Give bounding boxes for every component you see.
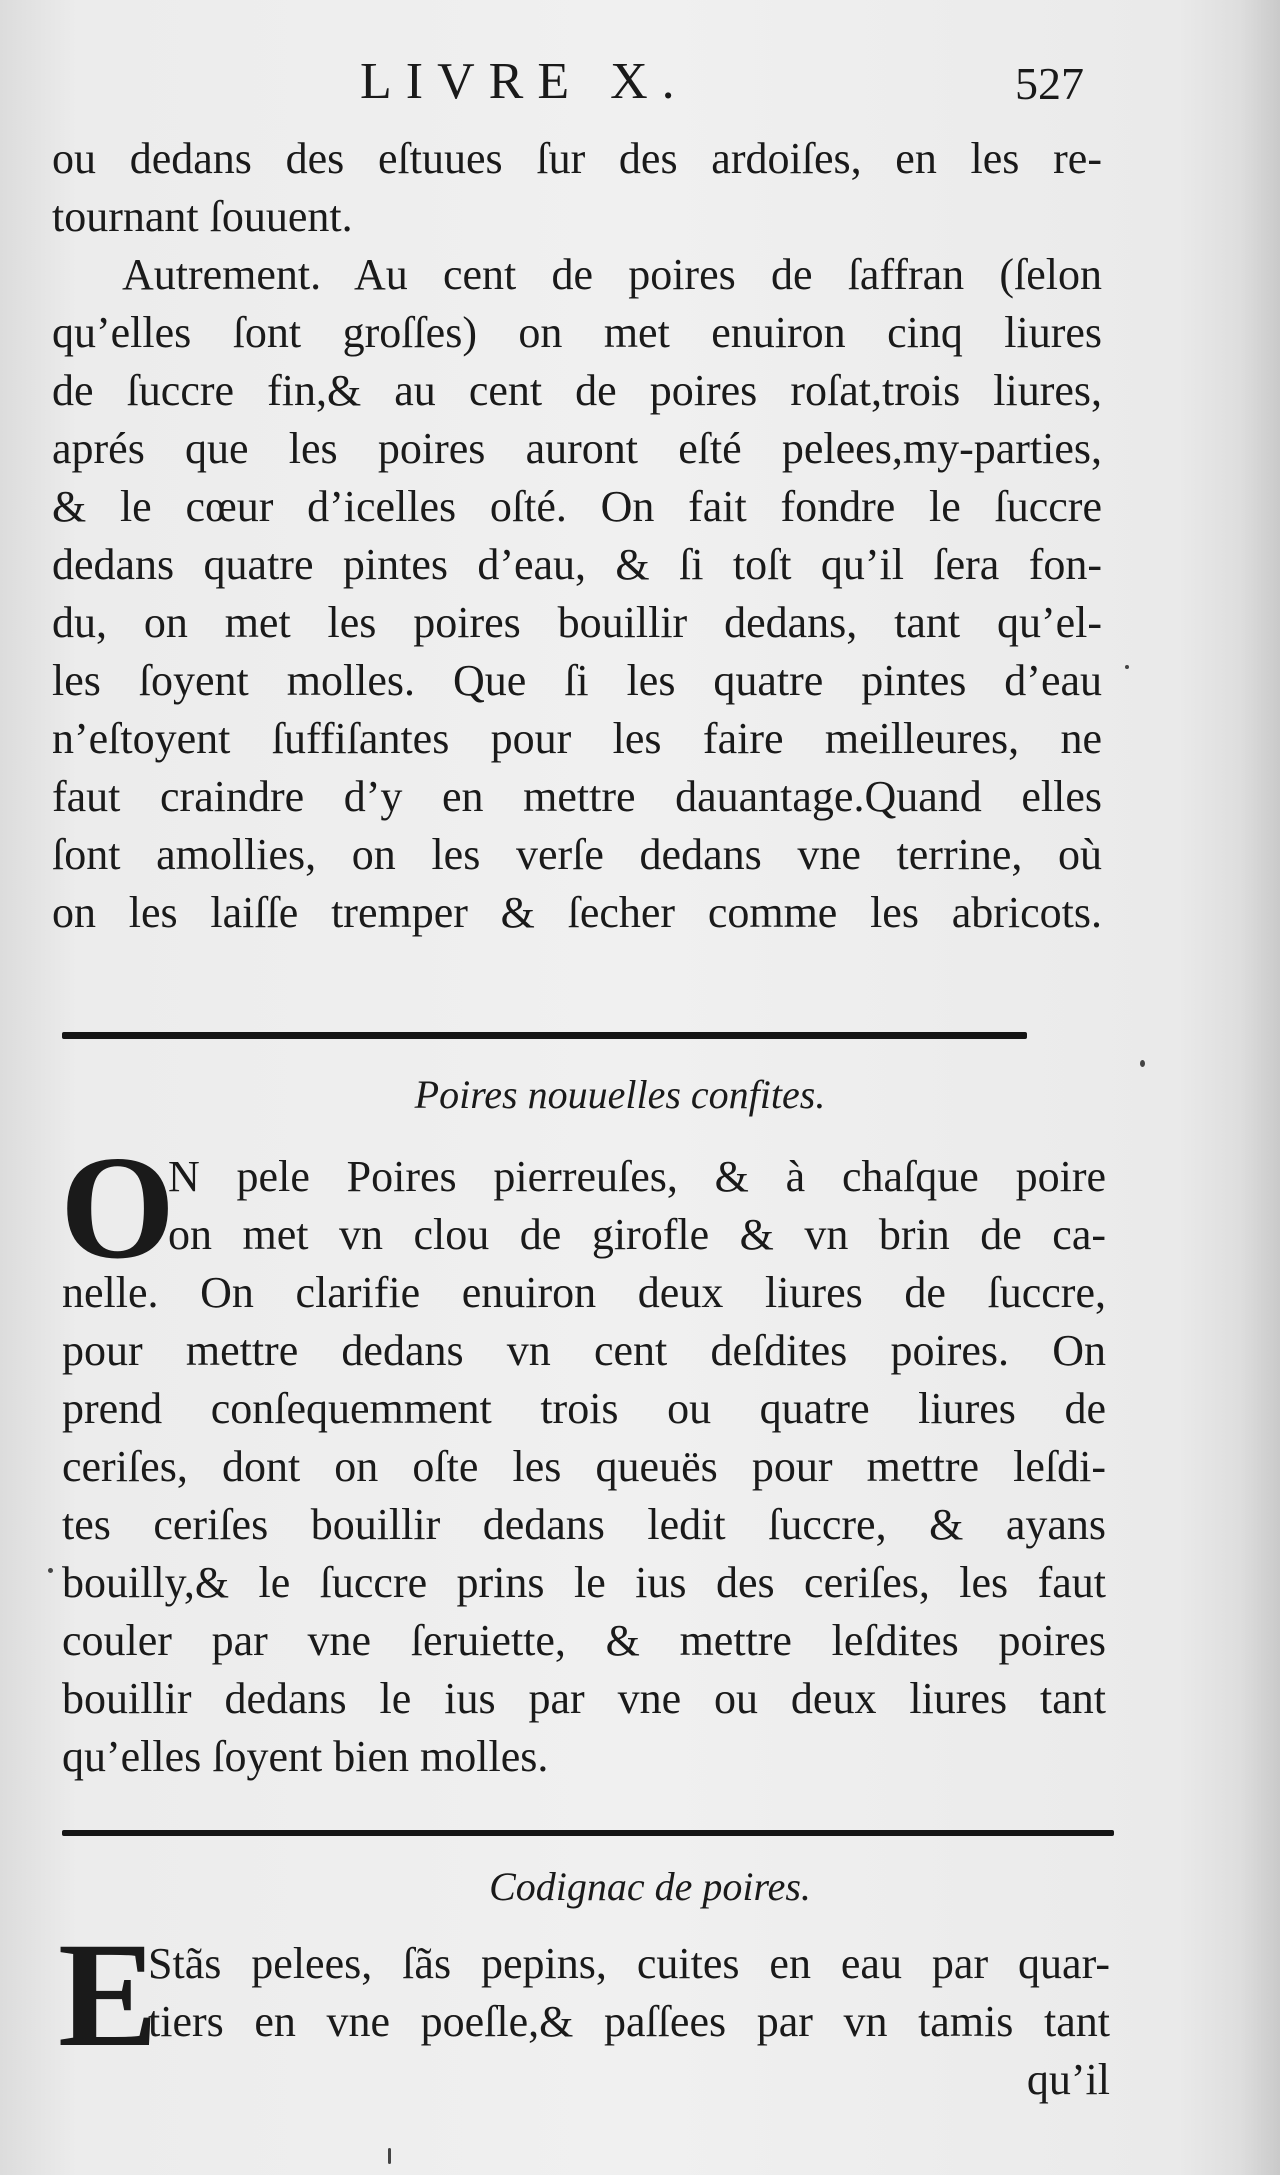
paragraph-block-2 [62, 1264, 1106, 1786]
paragraph-block-1 [52, 130, 1102, 942]
drop-cap-letter: E [58, 1912, 159, 2078]
ink-speck [1140, 1060, 1145, 1067]
text-line: tiers en vne poeſle,& paſſees par vn tamis tant [148, 1997, 1110, 2046]
text-line: qu’elles ſont groſſes) on met enuiron cinq liures [52, 308, 1102, 357]
text-line: bouilly,& le ſuccre prins le ius des ceriſes, les faut [62, 1558, 1106, 1607]
ink-speck [48, 1568, 53, 1573]
text-line: on met vn clou de girofle & vn brin de ca- [168, 1210, 1106, 1259]
drop-cap-letter: O [60, 1126, 176, 1290]
text-line: de ſuccre fin,& au cent de poires roſat,trois liures, [52, 366, 1102, 415]
text-line: qu’elles ſoyent bien molles. [62, 1732, 549, 1781]
text-line: du, on met les poires bouillir dedans, tant qu’el- [52, 598, 1102, 647]
section-title: Poires nouuelles confites. [414, 1072, 826, 1117]
ink-speck [388, 2148, 391, 2164]
text-line: ſont amollies, on les verſe dedans vne terrine, où [52, 830, 1102, 879]
text-line: N pele Poires pierreuſes, & à chaſque poire [168, 1152, 1106, 1201]
drop-cap-wrap-lines [148, 1935, 1110, 2109]
running-title: LIVRE X. [360, 53, 689, 110]
drop-cap-wrap-lines [168, 1148, 1106, 1264]
text-line: les ſoyent molles. Que ſi les quatre pintes d’eau [52, 656, 1102, 705]
text-line: pour mettre dedans vn cent deſdites poires. On [62, 1326, 1106, 1375]
section-title: Codignac de poires. [489, 1864, 811, 1909]
text-line: ou dedans des eſtuues ſur des ardoiſes, en les re- [52, 134, 1102, 183]
section-divider-rule [62, 1830, 1114, 1836]
section-divider-rule [62, 1032, 1027, 1039]
text-line: & le cœur d’icelles oſté. On fait fondre le ſuccre [52, 482, 1102, 531]
text-line: couler par vne ſeruiette, & mettre leſdites poires [62, 1616, 1106, 1665]
text-line: Stãs pelees, ſãs pepins, cuites en eau par quar- [148, 1939, 1110, 1988]
text-line: faut craindre d’y en mettre dauantage.Quand elles [52, 772, 1102, 821]
text-line: n’eſtoyent ſuffiſantes pour les faire meilleures, ne [52, 714, 1102, 763]
ink-speck [1125, 665, 1129, 669]
text-line: aprés que les poires auront eſté pelees,my-parties, [52, 424, 1102, 473]
running-head [0, 52, 1280, 112]
text-line: tes ceriſes bouillir dedans ledit ſuccre, & ayans [62, 1500, 1106, 1549]
text-line: bouillir dedans le ius par vne ou deux liures tant [62, 1674, 1106, 1723]
page-number: 527 [1015, 58, 1084, 109]
text-line: ceriſes, dont on oſte les queuës pour mettre leſdi- [62, 1442, 1106, 1491]
text-line: Autrement. Au cent de poires de ſaffran (ſelon [122, 250, 1102, 299]
text-line: prend conſequemment trois ou quatre liures de [62, 1384, 1106, 1433]
text-line: on les laiſſe tremper & ſecher comme les abricots. [52, 888, 1102, 937]
text-line: tournant ſouuent. [52, 192, 353, 241]
text-line: dedans quatre pintes d’eau, & ſi toſt qu’il ſera fon- [52, 540, 1102, 589]
catchword: qu’il [1026, 2055, 1110, 2104]
text-line: nelle. On clarifie enuiron deux liures de ſuccre, [62, 1268, 1106, 1317]
